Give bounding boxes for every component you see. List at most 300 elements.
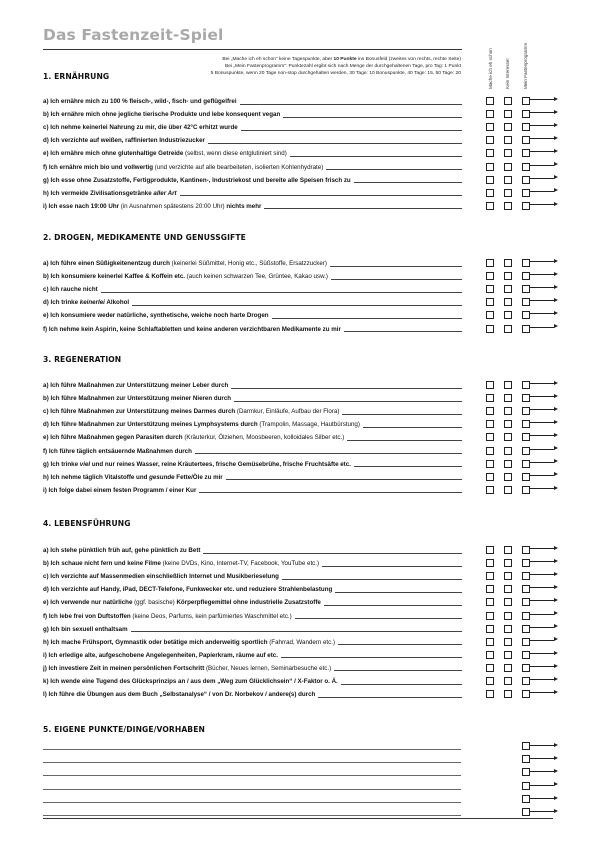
checklist-row: [43, 432, 591, 442]
checklist-row: [43, 571, 591, 581]
checkbox-kein-interesse[interactable]: [504, 149, 512, 157]
item-text: [43, 691, 315, 699]
checkbox-kein-interesse[interactable]: [504, 546, 512, 554]
checklist-item: [43, 122, 462, 132]
checkbox-mache-ich-eh-schon[interactable]: [486, 325, 494, 333]
arrow-right-icon: [529, 745, 554, 746]
item-text: [43, 111, 280, 119]
arrow-right-icon: [529, 165, 554, 166]
checkbox-mache-ich-eh-schon[interactable]: [486, 285, 494, 293]
checkbox-mache-ich-eh-schon[interactable]: [486, 546, 494, 554]
checklist-row: [43, 201, 591, 211]
checkbox-kein-interesse[interactable]: [504, 189, 512, 197]
checkbox-mein-fastenprogramm[interactable]: [522, 755, 530, 763]
arrow-right-icon: [529, 125, 554, 126]
checkbox-kein-interesse[interactable]: [504, 285, 512, 293]
checkbox-kein-interesse[interactable]: [504, 97, 512, 105]
item-text-segment: Alkohol: [104, 299, 130, 307]
item-text-segment: a) Ich stehe pünktlich früh auf, gehe pünktlich zu Bett: [43, 547, 201, 554]
answer-line[interactable]: [264, 208, 462, 209]
answer-line[interactable]: [208, 143, 462, 144]
checklist-item: [43, 148, 462, 158]
answer-line[interactable]: [226, 479, 462, 480]
checkbox-mache-ich-eh-schon[interactable]: [486, 447, 494, 455]
item-text-segment: i) Ich erledige alte, aufgeschobene Angelegenheiten, Papierkram, räume auf etc.: [43, 651, 278, 659]
checkbox-mache-ich-eh-schon[interactable]: [486, 420, 494, 428]
checklist-item: [43, 446, 462, 456]
checklist-row: [43, 284, 591, 294]
item-text-segment: c) Ich rauche nicht: [43, 286, 98, 294]
checkbox-kein-interesse[interactable]: [504, 407, 512, 415]
answer-line[interactable]: [354, 466, 462, 467]
item-text: [43, 137, 205, 145]
arrow-right-icon: [529, 666, 554, 667]
item-text: [43, 312, 269, 320]
checkbox-mache-ich-eh-schon[interactable]: [486, 664, 494, 672]
item-text-segment: f) Ich nehme kein Aspirin, keine Schlaftabletten und keine anderen verzichtbaren Medikamente zu mir: [43, 325, 341, 333]
answer-line[interactable]: [335, 592, 462, 593]
answer-line[interactable]: [318, 697, 462, 698]
checklist-row: [43, 663, 591, 673]
checkbox-kein-interesse[interactable]: [504, 202, 512, 210]
item-text-segment: b) Ich führe Maßnahmen zur Unterstützung meiner Nieren durch: [43, 395, 232, 403]
checkbox-mache-ich-eh-schon[interactable]: [486, 486, 494, 494]
answer-line[interactable]: [342, 414, 462, 415]
item-text-segment: (Fahrrad, Wandern etc.): [267, 638, 336, 646]
item-text-segment: f) Ich lebe frei von Duftstoffen: [43, 612, 131, 620]
checkbox-kein-interesse[interactable]: [504, 123, 512, 131]
arrow-right-icon: [529, 178, 554, 179]
checkbox-kein-interesse[interactable]: [504, 486, 512, 494]
answer-line[interactable]: [326, 169, 462, 170]
answer-line[interactable]: [282, 579, 462, 580]
checkbox-mache-ich-eh-schon[interactable]: [486, 460, 494, 468]
answer-line[interactable]: [363, 427, 462, 428]
checklist-row: [43, 148, 591, 158]
item-text-segment: (keinerlei Süßmittel, Honig etc., Süßstoffe, Ersatzzucker): [169, 260, 327, 267]
item-text-segment: (Darmkur, Einläufe, Aufbau der Flora): [235, 408, 340, 416]
checkbox-kein-interesse[interactable]: [504, 638, 512, 646]
item-text-segment: e) Ich ernähre mich ohne glutenhaltige Getreide: [43, 150, 184, 158]
checkbox-kein-interesse[interactable]: [504, 460, 512, 468]
arrow-right-icon: [529, 811, 554, 812]
item-text-segment: e) Ich führe Maßnahmen gegen Parasiten durch: [43, 434, 183, 442]
checklist-row: [43, 459, 591, 469]
item-text: [43, 203, 261, 211]
checkbox-kein-interesse[interactable]: [504, 272, 512, 280]
answer-line[interactable]: [341, 684, 462, 685]
answer-line[interactable]: [354, 182, 462, 183]
checkbox-mache-ich-eh-schon[interactable]: [486, 625, 494, 633]
section-heading-3-regeneration: 3. REGENERATION: [43, 355, 122, 364]
checklist-item: [43, 162, 462, 172]
item-text: [43, 461, 351, 469]
checkbox-kein-interesse[interactable]: [504, 298, 512, 306]
answer-line[interactable]: [240, 104, 462, 105]
checkbox-mache-ich-eh-schon[interactable]: [486, 690, 494, 698]
checkbox-mache-ich-eh-schon[interactable]: [486, 598, 494, 606]
arrow-right-icon: [529, 191, 554, 192]
checkbox-mache-ich-eh-schon[interactable]: [486, 311, 494, 319]
item-text-segment: d) Ich verzichte auf weißen, raffinierten Industriezucker: [43, 137, 205, 145]
item-text-segment: e) Ich konsumiere weder natürliche, synthetische, weiche noch harte Drogen: [43, 312, 269, 320]
checkbox-kein-interesse[interactable]: [504, 110, 512, 118]
answer-line[interactable]: [272, 318, 462, 319]
answer-line[interactable]: [199, 492, 462, 493]
answer-line[interactable]: [101, 292, 462, 293]
checklist-row: [43, 597, 591, 607]
checkbox-kein-interesse[interactable]: [504, 473, 512, 481]
checklist-item: [43, 584, 462, 594]
own-entry-line[interactable]: [43, 775, 461, 776]
checklist-row: [43, 406, 591, 416]
item-text-segment: keinerlei: [79, 299, 105, 307]
checklist-row: [43, 297, 591, 307]
own-entry-line[interactable]: [43, 815, 461, 816]
checkbox-mein-fastenprogramm[interactable]: [522, 795, 530, 803]
checkbox-kein-interesse[interactable]: [504, 325, 512, 333]
item-text-segment: d) Ich führe Maßnahmen zur Unterstützung meines Lymphsystems durch: [43, 421, 258, 429]
checkbox-kein-interesse[interactable]: [504, 447, 512, 455]
arrow-right-icon: [529, 653, 554, 654]
item-text-segment: (Trampolin, Massage, Hautbürstung): [257, 421, 360, 429]
item-text-segment: l) Ich führe die Übungen aus dem Buch „Selbstanalyse“ / von Dr. Norbekov / andere(s) durch: [43, 691, 316, 699]
checklist-row: [43, 624, 591, 634]
item-text-segment: a) Ich führe einen Süßigkeitenentzug durch: [43, 260, 170, 267]
item-text-segment: k) Ich wende eine Tugend des Glücksprinzips an / aus dem „Weg zum Glücklichsein“ / X-Faktor o. Ä.: [43, 678, 338, 685]
checklist-row: [43, 545, 591, 555]
checklist-row: [43, 122, 591, 132]
item-text-segment: h) Ich nehme täglich Vitalstoffe und: [43, 473, 150, 481]
item-text-segment: c) Ich verzichte auf Massenmedien einschließlich Internet und Musikberieselung: [43, 573, 279, 581]
checklist-item: [43, 109, 462, 119]
checklist-item: [43, 676, 462, 686]
checkbox-mache-ich-eh-schon[interactable]: [486, 272, 494, 280]
checklist-item: [43, 472, 462, 482]
item-text-segment: (keine DVDs, Kino, Internet-TV, Facebook, YouTube etc.): [160, 560, 320, 568]
answer-line[interactable]: [283, 117, 462, 118]
checklist-row: [43, 584, 591, 594]
checklist-item: [43, 459, 462, 469]
item-text-segment: c) Ich nehme keinerlei Nahrung zu mir, die über 42°C erhitzt wurde: [43, 124, 238, 132]
arrow-right-icon: [529, 614, 554, 615]
checkbox-mache-ich-eh-schon[interactable]: [486, 612, 494, 620]
item-text-segment: b) Ich ernähre mich ohne jegliche tierische Produkte und lebe konsequent vegan: [43, 111, 281, 119]
arrow-right-icon: [529, 383, 554, 384]
arrow-right-icon: [529, 798, 554, 799]
checklist-row: [43, 188, 591, 198]
arrow-right-icon: [529, 561, 554, 562]
checkbox-kein-interesse[interactable]: [504, 433, 512, 441]
item-text-segment: und nur reines Wasser, reine Kräutertees, frische Gemüsebrühe, frische Fruchtsäfte etc.: [90, 460, 351, 468]
answer-line[interactable]: [338, 644, 462, 645]
arrow-right-icon: [529, 112, 554, 113]
checklist-row: [43, 109, 591, 119]
item-text: [43, 678, 338, 686]
answer-line[interactable]: [334, 670, 462, 671]
item-text: [43, 326, 341, 334]
checklist-item: [43, 297, 462, 307]
item-text: [43, 382, 228, 390]
item-text: [43, 599, 321, 607]
item-text-segment: c) Ich führe Maßnahmen zur Unterstützung meines Darmes durch: [43, 408, 236, 416]
item-text-segment: g) Ich trinke: [43, 460, 80, 468]
checklist-row: [43, 637, 591, 647]
arrow-right-icon: [529, 261, 554, 262]
checklist-item: [43, 393, 462, 403]
item-text: [43, 164, 323, 172]
item-text-segment: (Kräuterkur, Ölziehen, Moosbeeren, kolloidales Silber etc.): [182, 434, 345, 442]
checkbox-mache-ich-eh-schon[interactable]: [486, 677, 494, 685]
item-text-segment: (selbst, wenn diese entglutiniert sind): [183, 150, 287, 158]
answer-line[interactable]: [241, 130, 462, 131]
item-text-segment: (auch keinen schwarzen Tee, Grüntee, Kakao usw.): [185, 273, 328, 281]
checkbox-mache-ich-eh-schon[interactable]: [486, 123, 494, 131]
section-heading-eigene-punkte: 5. EIGENE PUNKTE/DINGE/VORHABEN: [43, 725, 205, 734]
checklist-item: [43, 310, 462, 320]
checklist-item: [43, 258, 462, 268]
item-text: [43, 613, 292, 621]
item-text: [43, 286, 98, 294]
title-rule: [43, 49, 462, 50]
checkbox-mache-ich-eh-schon[interactable]: [486, 572, 494, 580]
checklist-row: [43, 162, 591, 172]
arrow-right-icon: [529, 679, 554, 680]
checkbox-mache-ich-eh-schon[interactable]: [486, 433, 494, 441]
item-text: [43, 547, 200, 555]
checkbox-mache-ich-eh-schon[interactable]: [486, 149, 494, 157]
item-text: [43, 150, 287, 158]
arrow-right-icon: [529, 300, 554, 301]
checkbox-kein-interesse[interactable]: [504, 394, 512, 402]
answer-line[interactable]: [131, 631, 462, 632]
item-text-segment: (Bücher, Neues lernen, Seminarbesuche etc.): [204, 664, 332, 672]
arrow-right-icon: [529, 409, 554, 410]
checkbox-kein-interesse[interactable]: [504, 651, 512, 659]
own-entry-line[interactable]: [43, 802, 461, 803]
item-text: [43, 665, 331, 673]
checkbox-mache-ich-eh-schon[interactable]: [486, 97, 494, 105]
answer-line[interactable]: [180, 195, 462, 196]
arrow-right-icon: [529, 422, 554, 423]
arrow-right-icon: [529, 475, 554, 476]
item-text: [43, 299, 129, 307]
item-text: [43, 652, 278, 660]
item-text-segment: a) Ich ernähre mich zu 100 % fleisch-, wild-, fisch- und geflügelfrei: [43, 98, 237, 105]
checkbox-mache-ich-eh-schon[interactable]: [486, 189, 494, 197]
checkbox-mache-ich-eh-schon[interactable]: [486, 585, 494, 593]
item-text: [43, 98, 237, 106]
checklist-item: [43, 135, 462, 145]
page-title: Das Fastenzeit-Spiel: [43, 26, 224, 44]
checkbox-mache-ich-eh-schon[interactable]: [486, 407, 494, 415]
answer-line[interactable]: [322, 566, 462, 567]
checkbox-mache-ich-eh-schon[interactable]: [486, 298, 494, 306]
checklist-row: [43, 676, 591, 686]
item-text: [43, 434, 344, 442]
item-text-segment: a) Ich führe Maßnahmen zur Unterstützung meiner Leber durch: [43, 382, 229, 389]
checkbox-kein-interesse[interactable]: [504, 598, 512, 606]
answer-line[interactable]: [234, 401, 462, 402]
checklist-item: [43, 637, 462, 647]
checkbox-kein-interesse[interactable]: [504, 572, 512, 580]
arrow-right-icon: [529, 627, 554, 628]
answer-line[interactable]: [344, 331, 462, 332]
checklist-row: [43, 96, 591, 106]
checkbox-mache-ich-eh-schon[interactable]: [486, 394, 494, 402]
checkbox-mein-fastenprogramm[interactable]: [522, 808, 530, 816]
checklist-item: [43, 201, 462, 211]
answer-line[interactable]: [347, 440, 462, 441]
checklist-item: [43, 96, 462, 106]
checkbox-kein-interesse[interactable]: [504, 163, 512, 171]
item-text-segment: j) Ich investiere Zeit in meinen persönlichen Fortschritt: [43, 664, 205, 672]
item-text: [43, 421, 360, 429]
arrow-right-icon: [529, 758, 554, 759]
arrow-right-icon: [529, 600, 554, 601]
checklist-item: [43, 432, 462, 442]
arrow-right-icon: [529, 313, 554, 314]
checkbox-kein-interesse[interactable]: [504, 559, 512, 567]
arrow-right-icon: [529, 204, 554, 205]
checkbox-kein-interesse[interactable]: [504, 311, 512, 319]
checklist-item: [43, 558, 462, 568]
answer-line[interactable]: [331, 279, 462, 280]
checklist-row: [43, 485, 591, 495]
item-text: [43, 190, 177, 198]
item-text-segment: e) Ich verwende nur natürliche: [43, 599, 133, 607]
checkbox-mein-fastenprogramm[interactable]: [522, 768, 530, 776]
arrow-right-icon: [529, 449, 554, 450]
answer-line[interactable]: [324, 605, 462, 606]
arrow-right-icon: [529, 435, 554, 436]
answer-line[interactable]: [231, 388, 462, 389]
item-text-segment: i) Ich esse nach 19:00 Uhr: [43, 202, 120, 210]
item-text: [43, 448, 192, 456]
checkbox-mache-ich-eh-schon[interactable]: [486, 259, 494, 267]
item-text-segment: f) Ich führe täglich entsäuernde Maßnahmen durch: [43, 447, 192, 455]
item-text-segment: g) Ich bin sexuell enthaltsam: [43, 625, 128, 633]
arrow-right-icon: [529, 488, 554, 489]
arrow-right-icon: [529, 151, 554, 152]
checkbox-kein-interesse[interactable]: [504, 664, 512, 672]
checkbox-mache-ich-eh-schon[interactable]: [486, 163, 494, 171]
own-entry-line[interactable]: [43, 762, 461, 763]
checklist-row: [43, 258, 591, 268]
checkbox-kein-interesse[interactable]: [504, 625, 512, 633]
checklist-item: [43, 663, 462, 673]
arrow-right-icon: [529, 692, 554, 693]
item-text-segment: f) Ich ernähre mich bio und vollwertig: [43, 163, 154, 171]
checklist-item: [43, 324, 462, 334]
answer-line[interactable]: [281, 657, 462, 658]
bottom-rule: [43, 818, 553, 819]
checklist-row: [43, 135, 591, 145]
item-text-segment: (keine Deos, Parfums, kein parfümiertes Waschmittel etc.): [130, 612, 292, 620]
checkbox-mache-ich-eh-schon[interactable]: [486, 559, 494, 567]
item-text-segment: (ggf. basische): [132, 599, 177, 607]
item-text-segment: aller Art: [153, 189, 177, 197]
answer-line[interactable]: [330, 266, 462, 267]
answer-line[interactable]: [132, 305, 462, 306]
checklist-row: [43, 310, 591, 320]
item-text-segment: h) Ich mache Frühsport, Gymnastik oder betätige mich anderweitig sportlich: [43, 638, 268, 646]
own-entry-line[interactable]: [43, 789, 461, 790]
checkbox-mache-ich-eh-schon[interactable]: [486, 651, 494, 659]
checkbox-mein-fastenprogramm[interactable]: [522, 782, 530, 790]
arrow-right-icon: [529, 327, 554, 328]
arrow-right-icon: [529, 640, 554, 641]
checklist-item: [43, 284, 462, 294]
section-heading-4-lebensführung: 4. LEBENSFÜHRUNG: [43, 519, 131, 528]
answer-line[interactable]: [195, 453, 462, 454]
answer-line[interactable]: [290, 156, 462, 157]
checklist-item: [43, 571, 462, 581]
checklist-item: [43, 406, 462, 416]
own-entry-line[interactable]: [43, 749, 461, 750]
item-text-segment: g) Ich esse ohne Zusatzstoffe, Fertigprodukte, Kantinen-, Industriekost und bereite alle Speisen frisch zu: [43, 176, 351, 184]
checklist-item: [43, 380, 462, 390]
checkbox-mache-ich-eh-schon[interactable]: [486, 638, 494, 646]
checklist-item: [43, 597, 462, 607]
checklist-row: [43, 175, 591, 185]
item-text: [43, 560, 319, 568]
answer-line[interactable]: [203, 553, 462, 554]
arrow-right-icon: [529, 574, 554, 575]
item-text: [43, 177, 351, 185]
checkbox-mache-ich-eh-schon[interactable]: [486, 381, 494, 389]
checkbox-kein-interesse[interactable]: [504, 677, 512, 685]
checklist-row: [43, 419, 591, 429]
instructions-text: Bei „Mache ich eh schon“ keine Tagespunkte, aber 10 Punkte ins Bonusfeld (zweites von rechts, rechte Seite) Bei „Mein Fastenprogramm“: Punktezahl ergibt sich nach Menge der durchgehaltenen Tage, pro Tag: 1 Punkt 5 Bonuspunkte, wenn 20 Tage non-stop durchgehalten werden, 30 Tage: 10 Bonuspunkte, 40 Tage: 15, 50 Tage: 20: [210, 57, 461, 76]
checkbox-kein-interesse[interactable]: [504, 381, 512, 389]
checklist-item: [43, 611, 462, 621]
checkbox-kein-interesse[interactable]: [504, 176, 512, 184]
checkbox-kein-interesse[interactable]: [504, 612, 512, 620]
arrow-right-icon: [529, 587, 554, 588]
checklist-row: [43, 472, 591, 482]
answer-line[interactable]: [295, 618, 462, 619]
checkbox-kein-interesse[interactable]: [504, 259, 512, 267]
checklist-row: [43, 324, 591, 334]
item-text-segment: Körperpflegemittel ohne industrielle Zusatzstoffe: [176, 599, 321, 607]
checkbox-kein-interesse[interactable]: [504, 420, 512, 428]
checklist-row: [43, 650, 591, 660]
checkbox-mache-ich-eh-schon[interactable]: [486, 176, 494, 184]
checkbox-mache-ich-eh-schon[interactable]: [486, 473, 494, 481]
checklist-item: [43, 175, 462, 185]
checkbox-kein-interesse[interactable]: [504, 585, 512, 593]
checklist-item: [43, 624, 462, 634]
checkbox-mache-ich-eh-schon[interactable]: [486, 202, 494, 210]
arrow-right-icon: [529, 462, 554, 463]
item-text: [43, 573, 279, 581]
checkbox-mache-ich-eh-schon[interactable]: [486, 136, 494, 144]
checkbox-kein-interesse[interactable]: [504, 136, 512, 144]
checkbox-mache-ich-eh-schon[interactable]: [486, 110, 494, 118]
checkbox-mein-fastenprogramm[interactable]: [522, 742, 530, 750]
checklist-item: [43, 419, 462, 429]
item-text-segment: b) Ich schaue nicht fern und keine Filme: [43, 560, 161, 568]
item-text-segment: (in Ausnahmen spätestens 20:00 Uhr): [119, 202, 227, 210]
checklist-item: [43, 485, 462, 495]
item-text-segment: i) Ich folge dabei einem festen Programm / einer Kur: [43, 486, 197, 494]
checkbox-kein-interesse[interactable]: [504, 690, 512, 698]
arrow-right-icon: [529, 274, 554, 275]
checklist-row: [43, 393, 591, 403]
item-text: [43, 124, 238, 132]
section-heading-1-ernährung: 1. ERNÄHRUNG: [43, 72, 110, 81]
